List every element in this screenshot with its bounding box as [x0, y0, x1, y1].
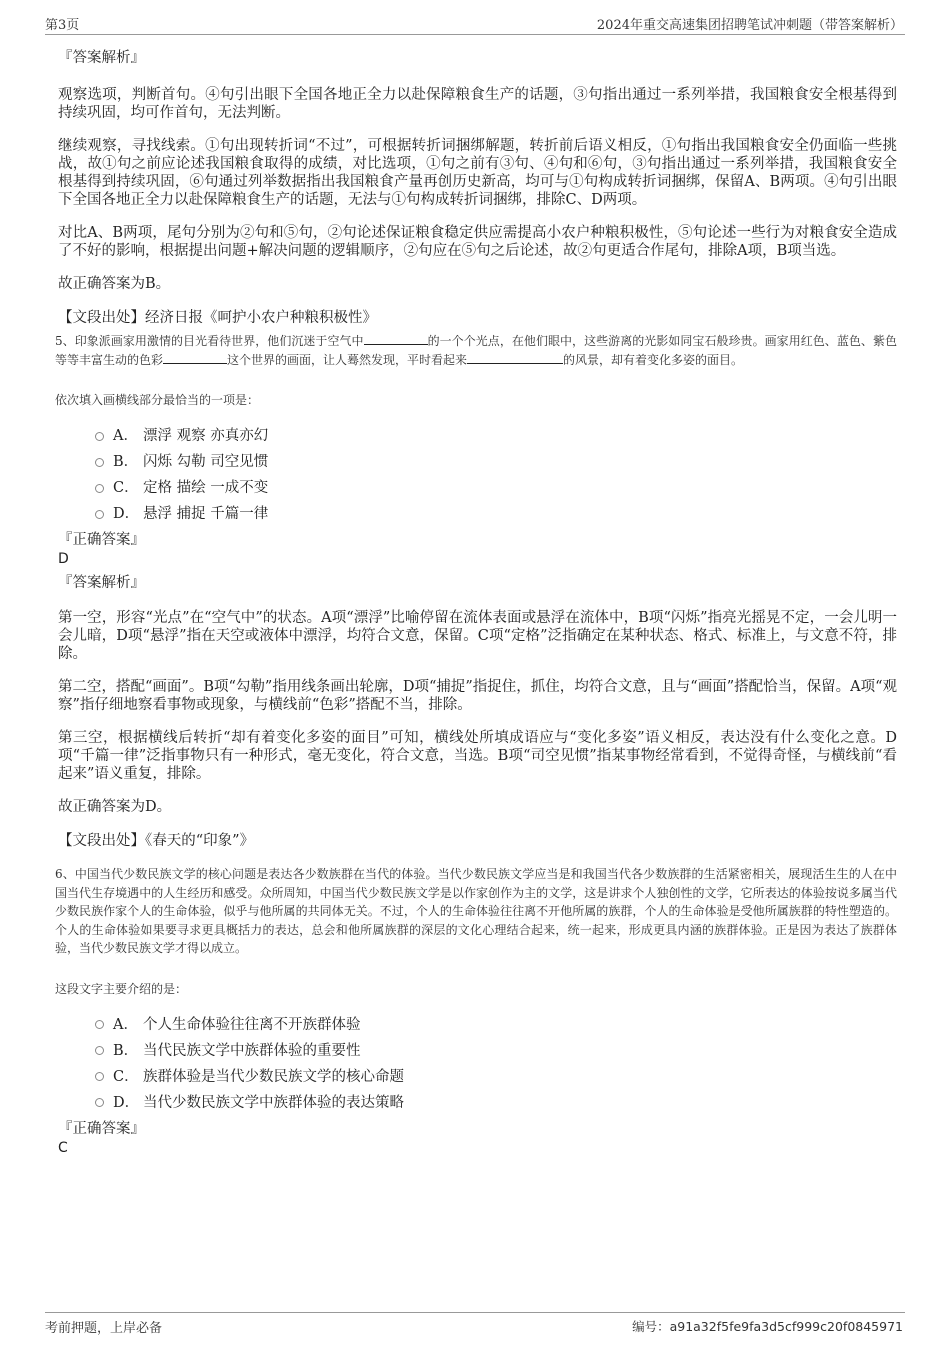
- radio-icon[interactable]: [95, 432, 104, 441]
- option-text: 悬浮 捕捉 千篇一律: [143, 506, 269, 522]
- option-letter: D．: [113, 506, 140, 522]
- page-footer: [45, 1312, 905, 1335]
- radio-icon[interactable]: [95, 458, 104, 467]
- q6-correct-label: 『正确答案』: [58, 1120, 145, 1137]
- option-text: 定格 描绘 一成不变: [143, 480, 269, 496]
- option-text: 闪烁 勾勒 司空见惯: [143, 454, 269, 470]
- q5-source: 【文段出处】《春天的“印象”》: [58, 833, 255, 849]
- q5-option-b[interactable]: [95, 449, 897, 475]
- document-title: 2024年重交高速集团招聘笔试冲刺题（带答案解析）: [596, 18, 903, 33]
- q6-option-d[interactable]: [95, 1090, 897, 1116]
- option-letter: B．: [113, 1042, 139, 1059]
- q6-option-b[interactable]: [95, 1038, 897, 1064]
- page-content: [55, 44, 897, 1162]
- q6-options: [95, 1012, 897, 1116]
- q4-analysis-paragraph: 观察选项，判断首句。④句引出眼下全国各地正全力以赴保障粮食生产的话题，③句指出通过一系列举措，我国粮食安全根基得到持续巩固，均可作首句，无法判断。: [58, 87, 897, 121]
- radio-icon[interactable]: [95, 1072, 104, 1081]
- q5-blank-1: [364, 332, 428, 345]
- q5-correct-label: 『正确答案』: [58, 532, 145, 548]
- q5-prompt: 依次填入画横线部分最恰当的一项是：: [55, 393, 260, 407]
- q4-analysis-paragraph: 对比A、B两项，尾句分别为②句和⑤句，②句论述保证粮食稳定供应需提高小农户种粮积极性，⑤句论述一些行为对粮食安全造成了不好的影响，根据提出问题+解决问题的逻辑顺序，②句应在⑤句之后论述，故②句更适合作尾句，排除A项，B项当选。: [58, 225, 897, 259]
- q5-stem-part: 的风景，却有着变化多姿的面目。: [563, 352, 744, 367]
- document-id: 编号：a91a32f5fe9fa3d5cf999c20f0845971: [632, 1319, 903, 1334]
- radio-icon[interactable]: [95, 484, 104, 493]
- option-text: 个人生命体验往往离不开族群体验: [143, 1016, 361, 1033]
- q6-option-a[interactable]: [95, 1012, 897, 1038]
- q5-stem-part: 这个世界的画面，让人蓦然发现，平时看起来: [227, 352, 468, 367]
- option-text: 族群体验是当代少数民族文学的核心命题: [143, 1068, 404, 1085]
- radio-icon[interactable]: [95, 1098, 104, 1107]
- q5-analysis-paragraph: 第一空，形容“光点”在“空气中”的状态。A项“漂浮”比喻停留在流体表面或悬浮在流体中，B项“闪烁”指亮光摇晃不定，一会儿明一会儿暗，D项“悬浮”指在天空或液体中漂浮，均符合文意，保留。C项“定格”泛指确定在某种状态、格式、标准上，与文意不符，排除。: [58, 610, 897, 662]
- page-number: 第3页: [45, 18, 80, 33]
- option-text: 漂浮 观察 亦真亦幻: [143, 428, 269, 444]
- option-letter: A．: [113, 1016, 138, 1033]
- q6-stem: 6、中国当代少数民族文学的核心问题是表达各少数族群在当代的体验。当代少数民族文学应当是和我国当代各少数族群的生活紧密相关，展现活生生的人在中国当代生存境遇中的人生经历和感受。众所周知，中国当代少数民族文学是以作家创作为主的文学，这是讲求个人独创性的文学，它所表达的体验按说多属当代少数民族作家个人的生命体验，似乎与他所属的共同体无关。不过，个人的生命体验往往离不开他所属的族群，个人的生命体验是受他所属族群的特性塑造的。个人的生命体验如果要寻求更具概括力的表达，总会和他所属族群的深层的文化心理结合起来，统一起来，形成更具内涵的族群体验。正是因为表达了族群体验，当代少数民族文学才得以成立。: [55, 867, 897, 955]
- q5-blank-2: [163, 351, 227, 364]
- option-letter: C．: [113, 1068, 139, 1085]
- q4-analysis-paragraph: 继续观察，寻找线索。①句出现转折词“不过”，可根据转折词捆绑解题，转折前后语义相反，①句指出我国粮食安全仍面临一些挑战，故①句之前应论述我国粮食取得的成绩，对比选项，①句之前有③句、④句和⑥句，③句指出通过一系列举措，我国粮食安全根基得到持续巩固，⑥句通过列举数据指出我国粮食产量再创历史新高，均可与①句构成转折词捆绑，保留A、B两项。④句引出眼下全国各地正全力以赴保障粮食生产的话题，无法与①句构成转折词捆绑，排除C、D两项。: [58, 138, 897, 208]
- q5-correct-answer: D: [58, 551, 69, 567]
- option-letter: D．: [113, 1094, 140, 1111]
- option-letter: C．: [113, 480, 139, 496]
- radio-icon[interactable]: [95, 510, 104, 519]
- q6-correct-answer: C: [58, 1139, 68, 1156]
- q5-analysis-paragraph: 第二空，搭配“画面”。B项“勾勒”指用线条画出轮廓，D项“捕捉”指捉住，抓住，均符合文意，且与“画面”搭配恰当，保留。A项“观察”指仔细地察看事物或现象，与横线前“色彩”搭配不当，排除。: [58, 679, 897, 713]
- radio-icon[interactable]: [95, 1020, 104, 1029]
- q5-stem-part: 5、印象派画家用激情的目光看待世界，他们沉迷于空气中: [55, 334, 364, 348]
- q5-option-a[interactable]: [95, 423, 897, 449]
- q5-stem-part: 的一个个光点，在他们眼中，这些游离的光影如同宝石般珍贵。画家用红色、蓝色、紫色等等丰富生动的色彩: [55, 334, 897, 367]
- option-text: 当代少数民族文学中族群体验的表达策略: [143, 1094, 404, 1111]
- q5-analysis-label: 『答案解析』: [58, 575, 145, 591]
- footer-slogan: 考前押题，上岸必备: [45, 1321, 163, 1336]
- option-letter: A．: [113, 428, 138, 444]
- q4-source: 【文段出处】经济日报《呵护小农户种粮积极性》: [58, 310, 377, 326]
- q5-option-d[interactable]: [95, 501, 897, 527]
- radio-icon[interactable]: [95, 1046, 104, 1055]
- q5-stem: [55, 332, 897, 369]
- q6-option-c[interactable]: [95, 1064, 897, 1090]
- q5-options: [95, 423, 897, 527]
- page-header: [45, 14, 905, 35]
- q5-option-c[interactable]: [95, 475, 897, 501]
- q5-analysis-paragraph: 第三空，根据横线后转折“却有着变化多姿的面目”可知，横线处所填成语应与“变化多姿”语义相反，表达没有什么变化之意。D项“千篇一律”泛指事物只有一种形式，毫无变化，符合文意，当选。B项“司空见惯”指某事物经常看到，不觉得奇怪，与横线前“看起来”语义重复，排除。: [58, 730, 897, 782]
- q5-blank-3: [467, 351, 563, 364]
- q6-prompt: 这段文字主要介绍的是：: [55, 981, 188, 996]
- q5-answer-conclusion: 故正确答案为D。: [58, 799, 172, 815]
- option-text: 当代民族文学中族群体验的重要性: [143, 1042, 361, 1059]
- option-letter: B．: [113, 454, 139, 470]
- q4-analysis-label: 『答案解析』: [58, 50, 145, 66]
- q4-answer-conclusion: 故正确答案为B。: [58, 276, 171, 292]
